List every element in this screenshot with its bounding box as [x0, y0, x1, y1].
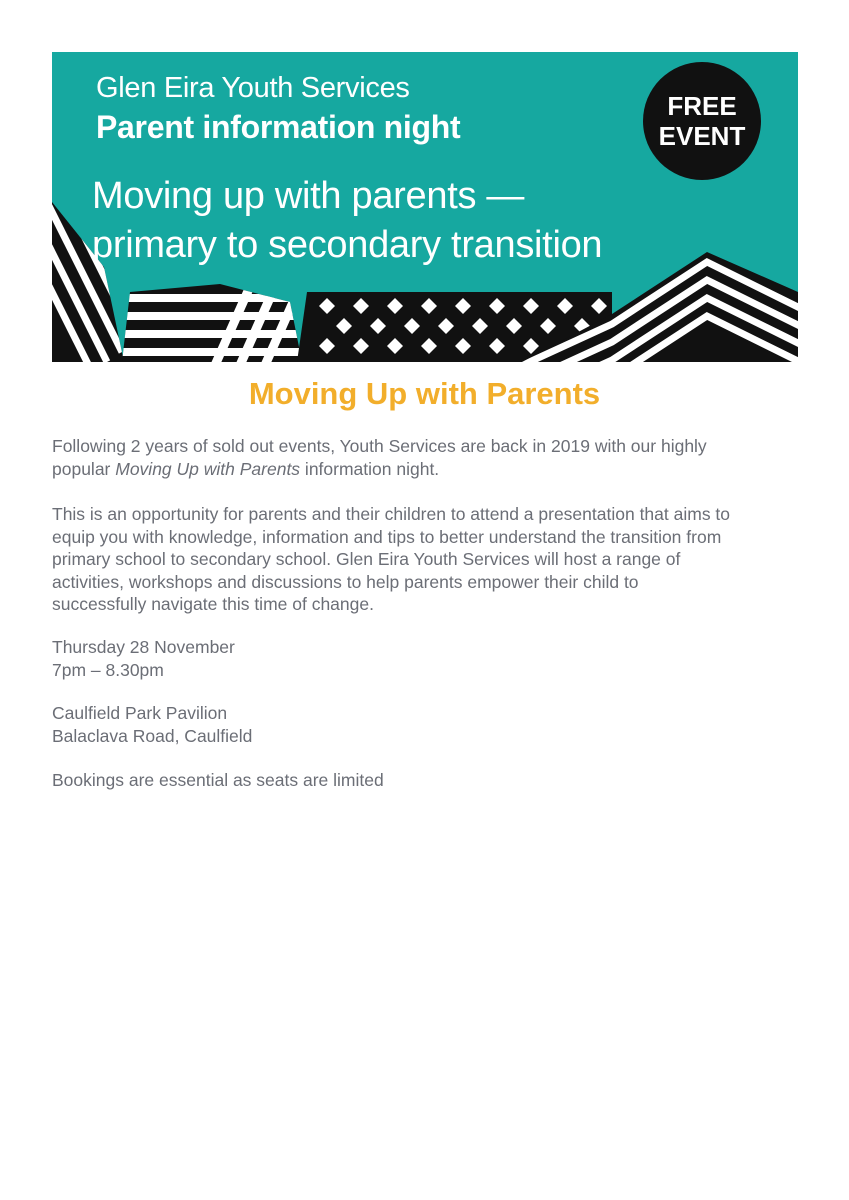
header-banner	[52, 52, 798, 362]
event-name-italic: Moving Up with Parents	[115, 458, 301, 479]
organisation-name: Glen Eira Youth Services	[96, 72, 410, 104]
free-event-badge	[643, 62, 761, 180]
intro-line-1: Following 2 years of sold out events, Youth Services are back in 2019 with our highly	[52, 436, 707, 456]
intro-suffix: information night.	[300, 458, 440, 479]
booking-note	[52, 769, 812, 792]
description-line: This is an opportunity for parents and their children to attend a presentation that aims to	[52, 504, 731, 524]
badge-line-2: EVENT	[658, 121, 746, 151]
booking-note-text: Bookings are essential as seats are limited	[52, 770, 384, 790]
page-title: Moving Up with Parents	[248, 376, 601, 411]
description-line: equip you with knowledge, information and tips to better understand the transition from	[52, 526, 722, 547]
description-line: successfully navigate this time of change.	[52, 594, 374, 614]
intro-line-2	[52, 458, 812, 481]
description-paragraph	[52, 503, 812, 616]
event-venue	[52, 702, 812, 747]
intro-prefix: popular	[52, 458, 116, 479]
description-line: activities, workshops and discussions to help parents empower their child to	[52, 571, 639, 592]
event-time: 7pm – 8.30pm	[52, 659, 164, 680]
badge-line-1: FREE	[667, 91, 737, 121]
event-date: Thursday 28 November	[52, 637, 235, 657]
intro-paragraph	[52, 435, 812, 480]
banner-headline-line-1: Moving up with parents —	[92, 175, 525, 217]
banner-subtitle: Parent information night	[96, 109, 461, 145]
banner-headline	[92, 172, 602, 270]
venue-name: Caulfield Park Pavilion	[52, 703, 228, 723]
event-datetime	[52, 636, 812, 681]
venue-address: Balaclava Road, Caulfield	[52, 725, 253, 746]
banner-headline-line-2: primary to secondary transition	[92, 224, 603, 266]
description-line: primary school to secondary school. Glen Eira Youth Services will host a range of	[52, 549, 681, 569]
